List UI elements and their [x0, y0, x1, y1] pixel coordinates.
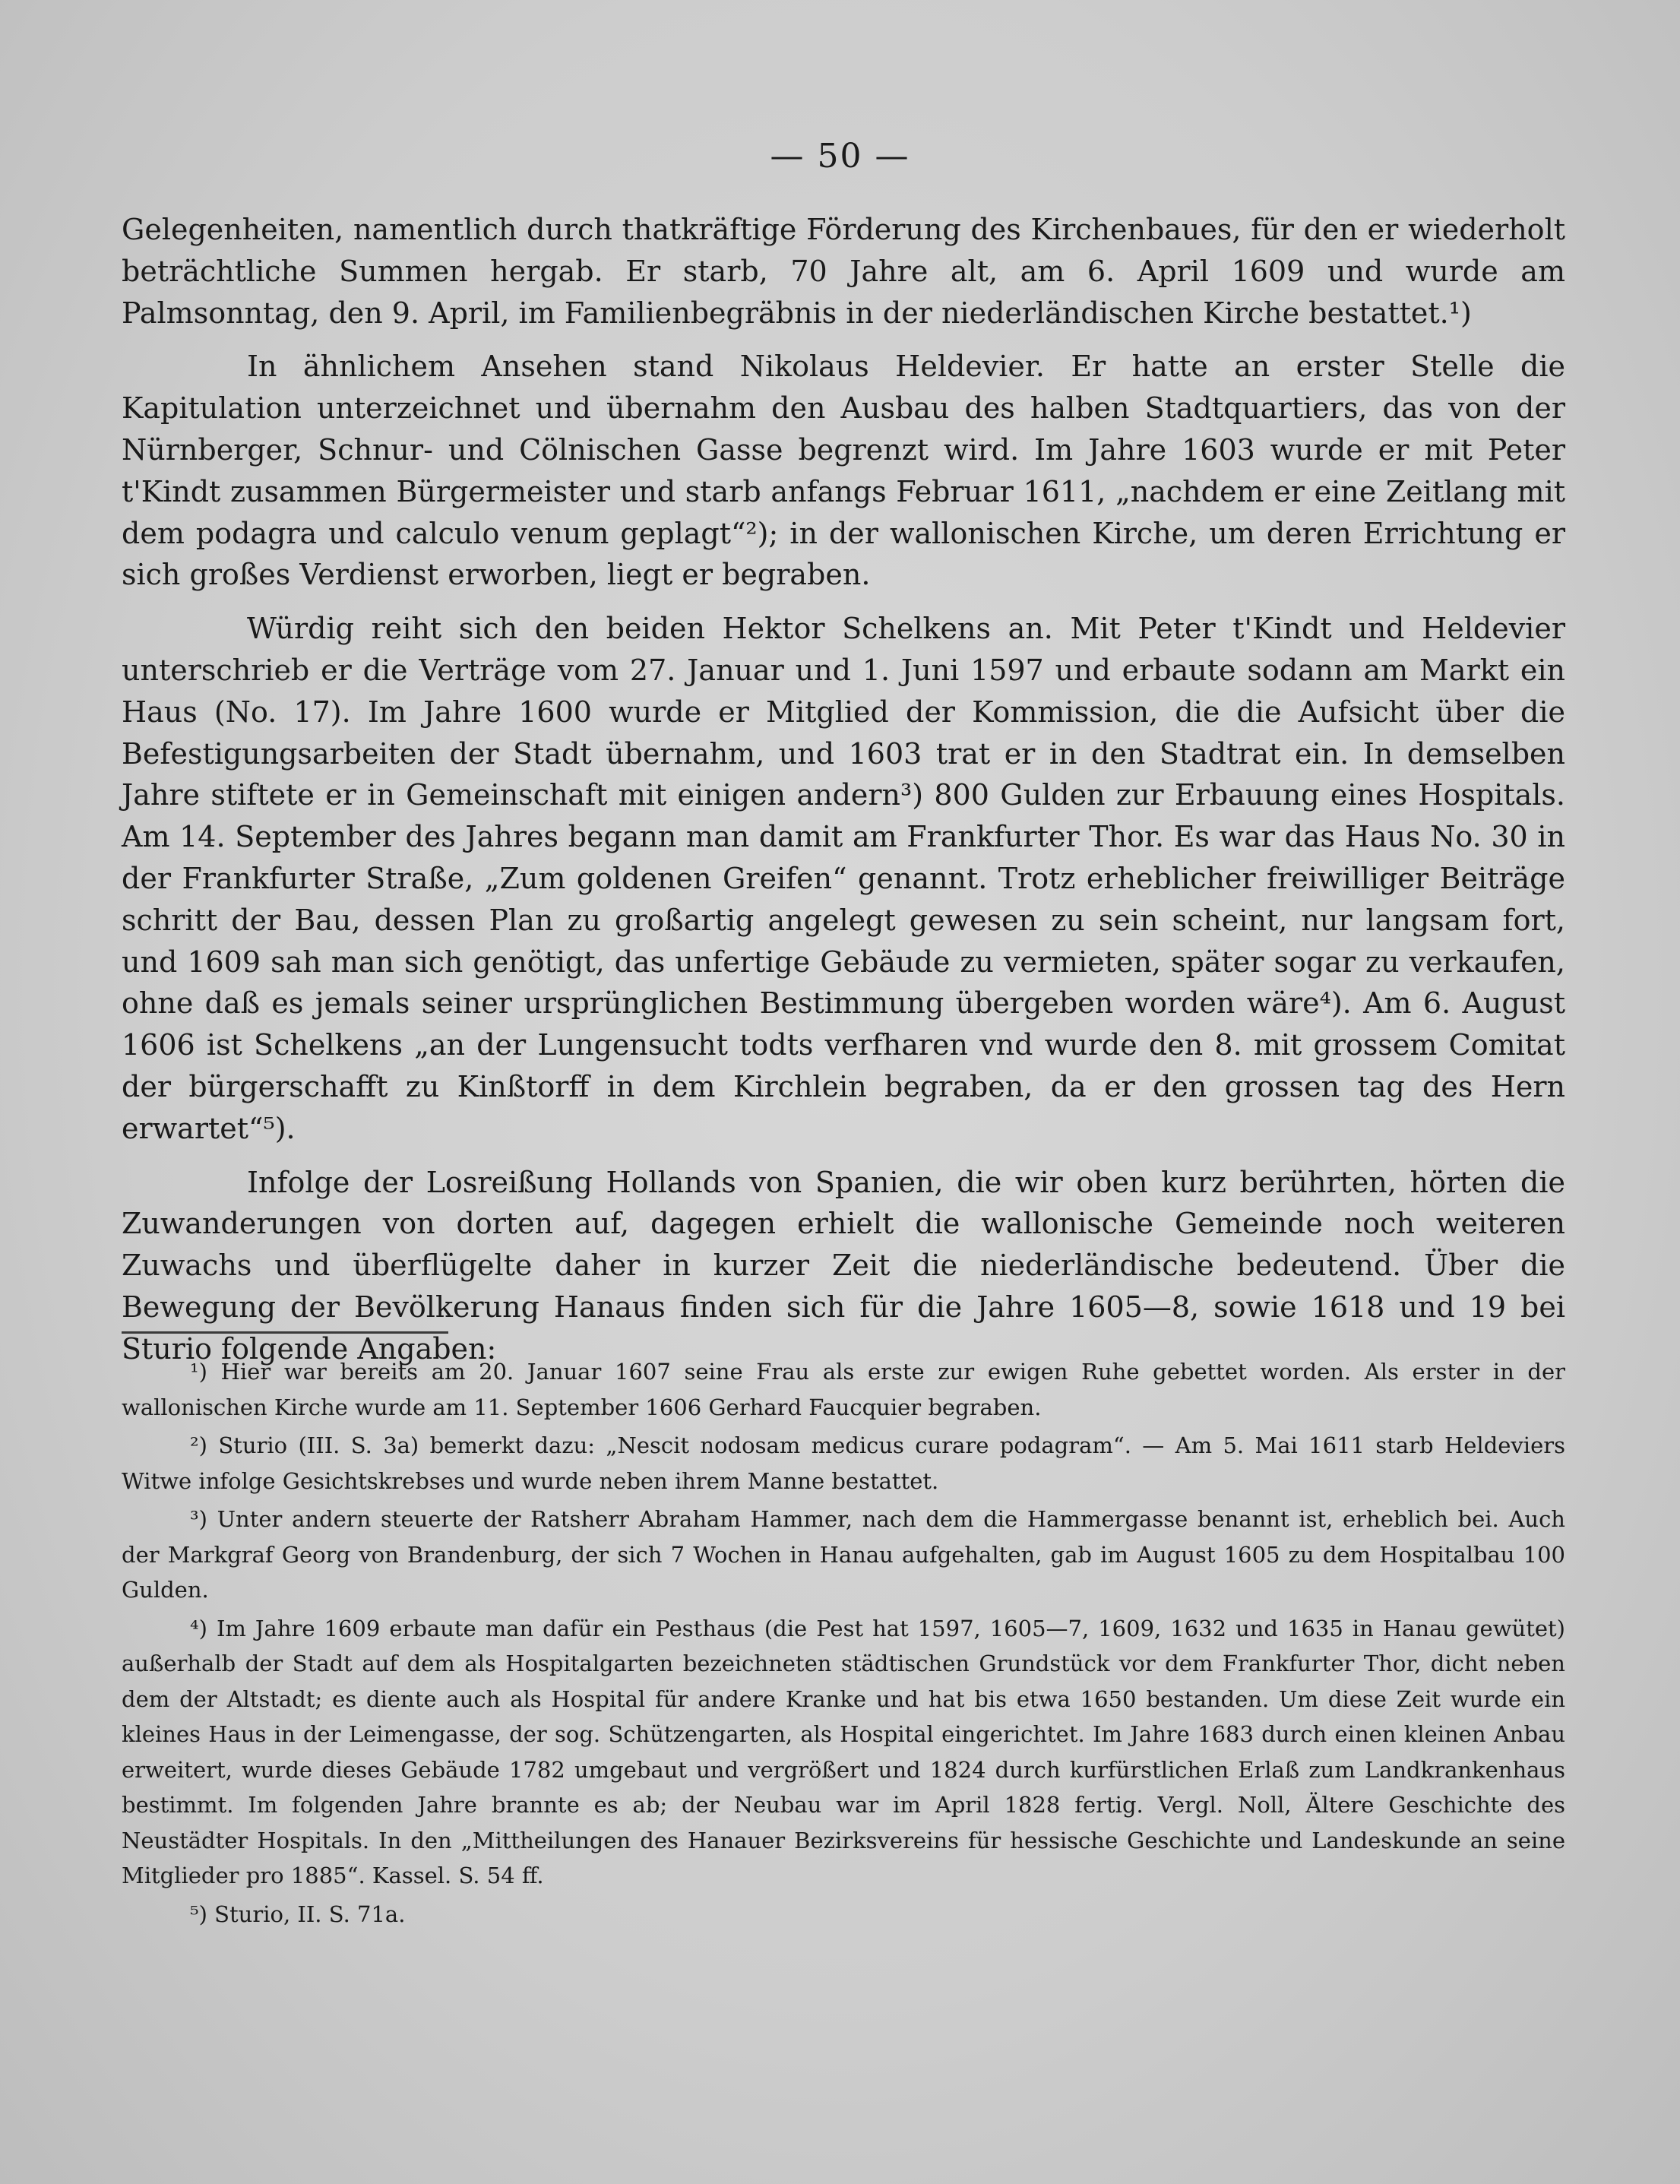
body-text [122, 209, 1565, 1382]
page-number: — 50 — [770, 137, 910, 176]
footnote: ⁵) Sturio, II. S. 71a. [190, 1901, 406, 1927]
paragraph: Infolge der Losreißung Hollands von Spanien, die wir oben kurz berührten, hörten die Zuwanderungen von dorten auf, dagegen erhielt die wallonische Gemeinde noch weiteren Zuwachs und überflügelte daher in kurzer Zeit die niederländische bedeutend. Über die Bewegung der Bevölkerung Hanaus finden sich für die Jahre 1605—8, sowie 1618 und 19 bei Sturio folgende Angaben: [122, 1165, 1565, 1366]
footnote: ³) Unter andern steuerte der Ratsherr Abraham Hammer, nach dem die Hammergasse benannt ist, erheblich bei. Auch der Markgraf Georg von Brandenburg, der sich 7 Wochen in Hanau aufgehalten, gab im August 1605 zu dem Hospitalbau 100 Gulden. [122, 1506, 1565, 1603]
footnote: ¹) Hier war bereits am 20. Januar 1607 seine Frau als erste zur ewigen Ruhe gebettet worden. Als erster in der wallonischen Kirche wurde am 11. September 1606 Gerhard Faucquier begraben. [122, 1359, 1565, 1420]
paragraph: In ähnlichem Ansehen stand Nikolaus Heldevier. Er hatte an erster Stelle die Kapitulation unterzeichnet und übernahm den Ausbau des halben Stadtquartiers, das von der Nürnberger, Schnur- und Cölnischen Gasse begrenzt wird. Im Jahre 1603 wurde er mit Peter t'Kindt zusammen Bürgermeister und starb anfangs Februar 1611, „nachdem er eine Zeitlang mit dem podagra und calculo venum geplagt“²); in der wallonischen Kirche, um deren Errichtung er sich großes Verdienst erworben, liegt er begraben. [122, 350, 1565, 592]
paragraph: Würdig reiht sich den beiden Hektor Schelkens an. Mit Peter t'Kindt und Heldevier unterschrieb er die Verträge vom 27. Januar und 1. Juni 1597 und erbaute sodann am Markt ein Haus (No. 17). Im Jahre 1600 wurde er Mitglied der Kommission, die die Aufsicht über die Befestigungsarbeiten der Stadt übernahm, und 1603 trat er in den Stadtrat ein. In demselben Jahre stiftete er in Gemeinschaft mit einigen andern³) 800 Gulden zur Erbauung eines Hospitals. Am 14. September des Jahres begann man damit am Frankfurter Thor. Es war das Haus No. 30 in der Frankfurter Straße, „Zum goldenen Greifen“ genannt. Trotz erheblicher freiwilliger Beiträge schritt der Bau, dessen Plan zu großartig angelegt gewesen zu sein scheint, nur langsam fort, und 1609 sah man sich genötigt, das unfertige Gebäude zu vermieten, später sogar zu verkaufen, ohne daß es jemals seiner ursprünglichen Bestimmung übergeben worden wäre⁴). Am 6. August 1606 ist Schelkens „an der Lungensucht todts verfharen vnd wurde den 8. mit grossem Comitat der bürgerschafft zu Kinßtorff in dem Kirchlein begraben, da er den grossen tag des Hern erwartet“⁵). [122, 612, 1565, 1145]
footnote-divider [122, 1331, 448, 1334]
footnote: ⁴) Im Jahre 1609 erbaute man dafür ein Pesthaus (die Pest hat 1597, 1605—7, 1609, 1632 und 1635 in Hanau gewütet) außerhalb der Stadt auf dem als Hospitalgarten bezeichneten städtischen Grundstück vor dem Frankfurter Thor, dicht neben dem der Altstadt; es diente auch als Hospital für andere Kranke und hat bis etwa 1650 bestanden. Um diese Zeit wurde ein kleines Haus in der Leimengasse, der sog. Schützengarten, als Hospital eingerichtet. Im Jahre 1683 durch einen kleinen Anbau erweitert, wurde dieses Gebäude 1782 umgebaut und vergrößert und 1824 durch kurfürstlichen Erlaß zum Landkrankenhaus bestimmt. Im folgenden Jahre brannte es ab; der Neubau war im April 1828 fertig. Vergl. Noll, Ältere Geschichte des Neustädter Hospitals. In den „Mittheilungen des Hanauer Bezirksvereins für hessische Geschichte und Landeskunde an seine Mitglieder pro 1885“. Kassel. S. 54 ff. [122, 1615, 1565, 1888]
footnotes [122, 1354, 1565, 1935]
paragraph: Gelegenheiten, namentlich durch thatkräftige Förderung des Kirchenbaues, für den er wiederholt beträchtliche Summen hergab. Er starb, 70 Jahre alt, am 6. April 1609 und wurde am Palmsonntag, den 9. April, im Familienbegräbnis in der niederländischen Kirche bestattet.¹) [122, 213, 1565, 330]
footnote: ²) Sturio (III. S. 3a) bemerkt dazu: „Nescit nodosam medicus curare podagram“. — Am 5. Mai 1611 starb Heldeviers Witwe infolge Gesichtskrebses und wurde neben ihrem Manne bestattet. [122, 1432, 1565, 1494]
